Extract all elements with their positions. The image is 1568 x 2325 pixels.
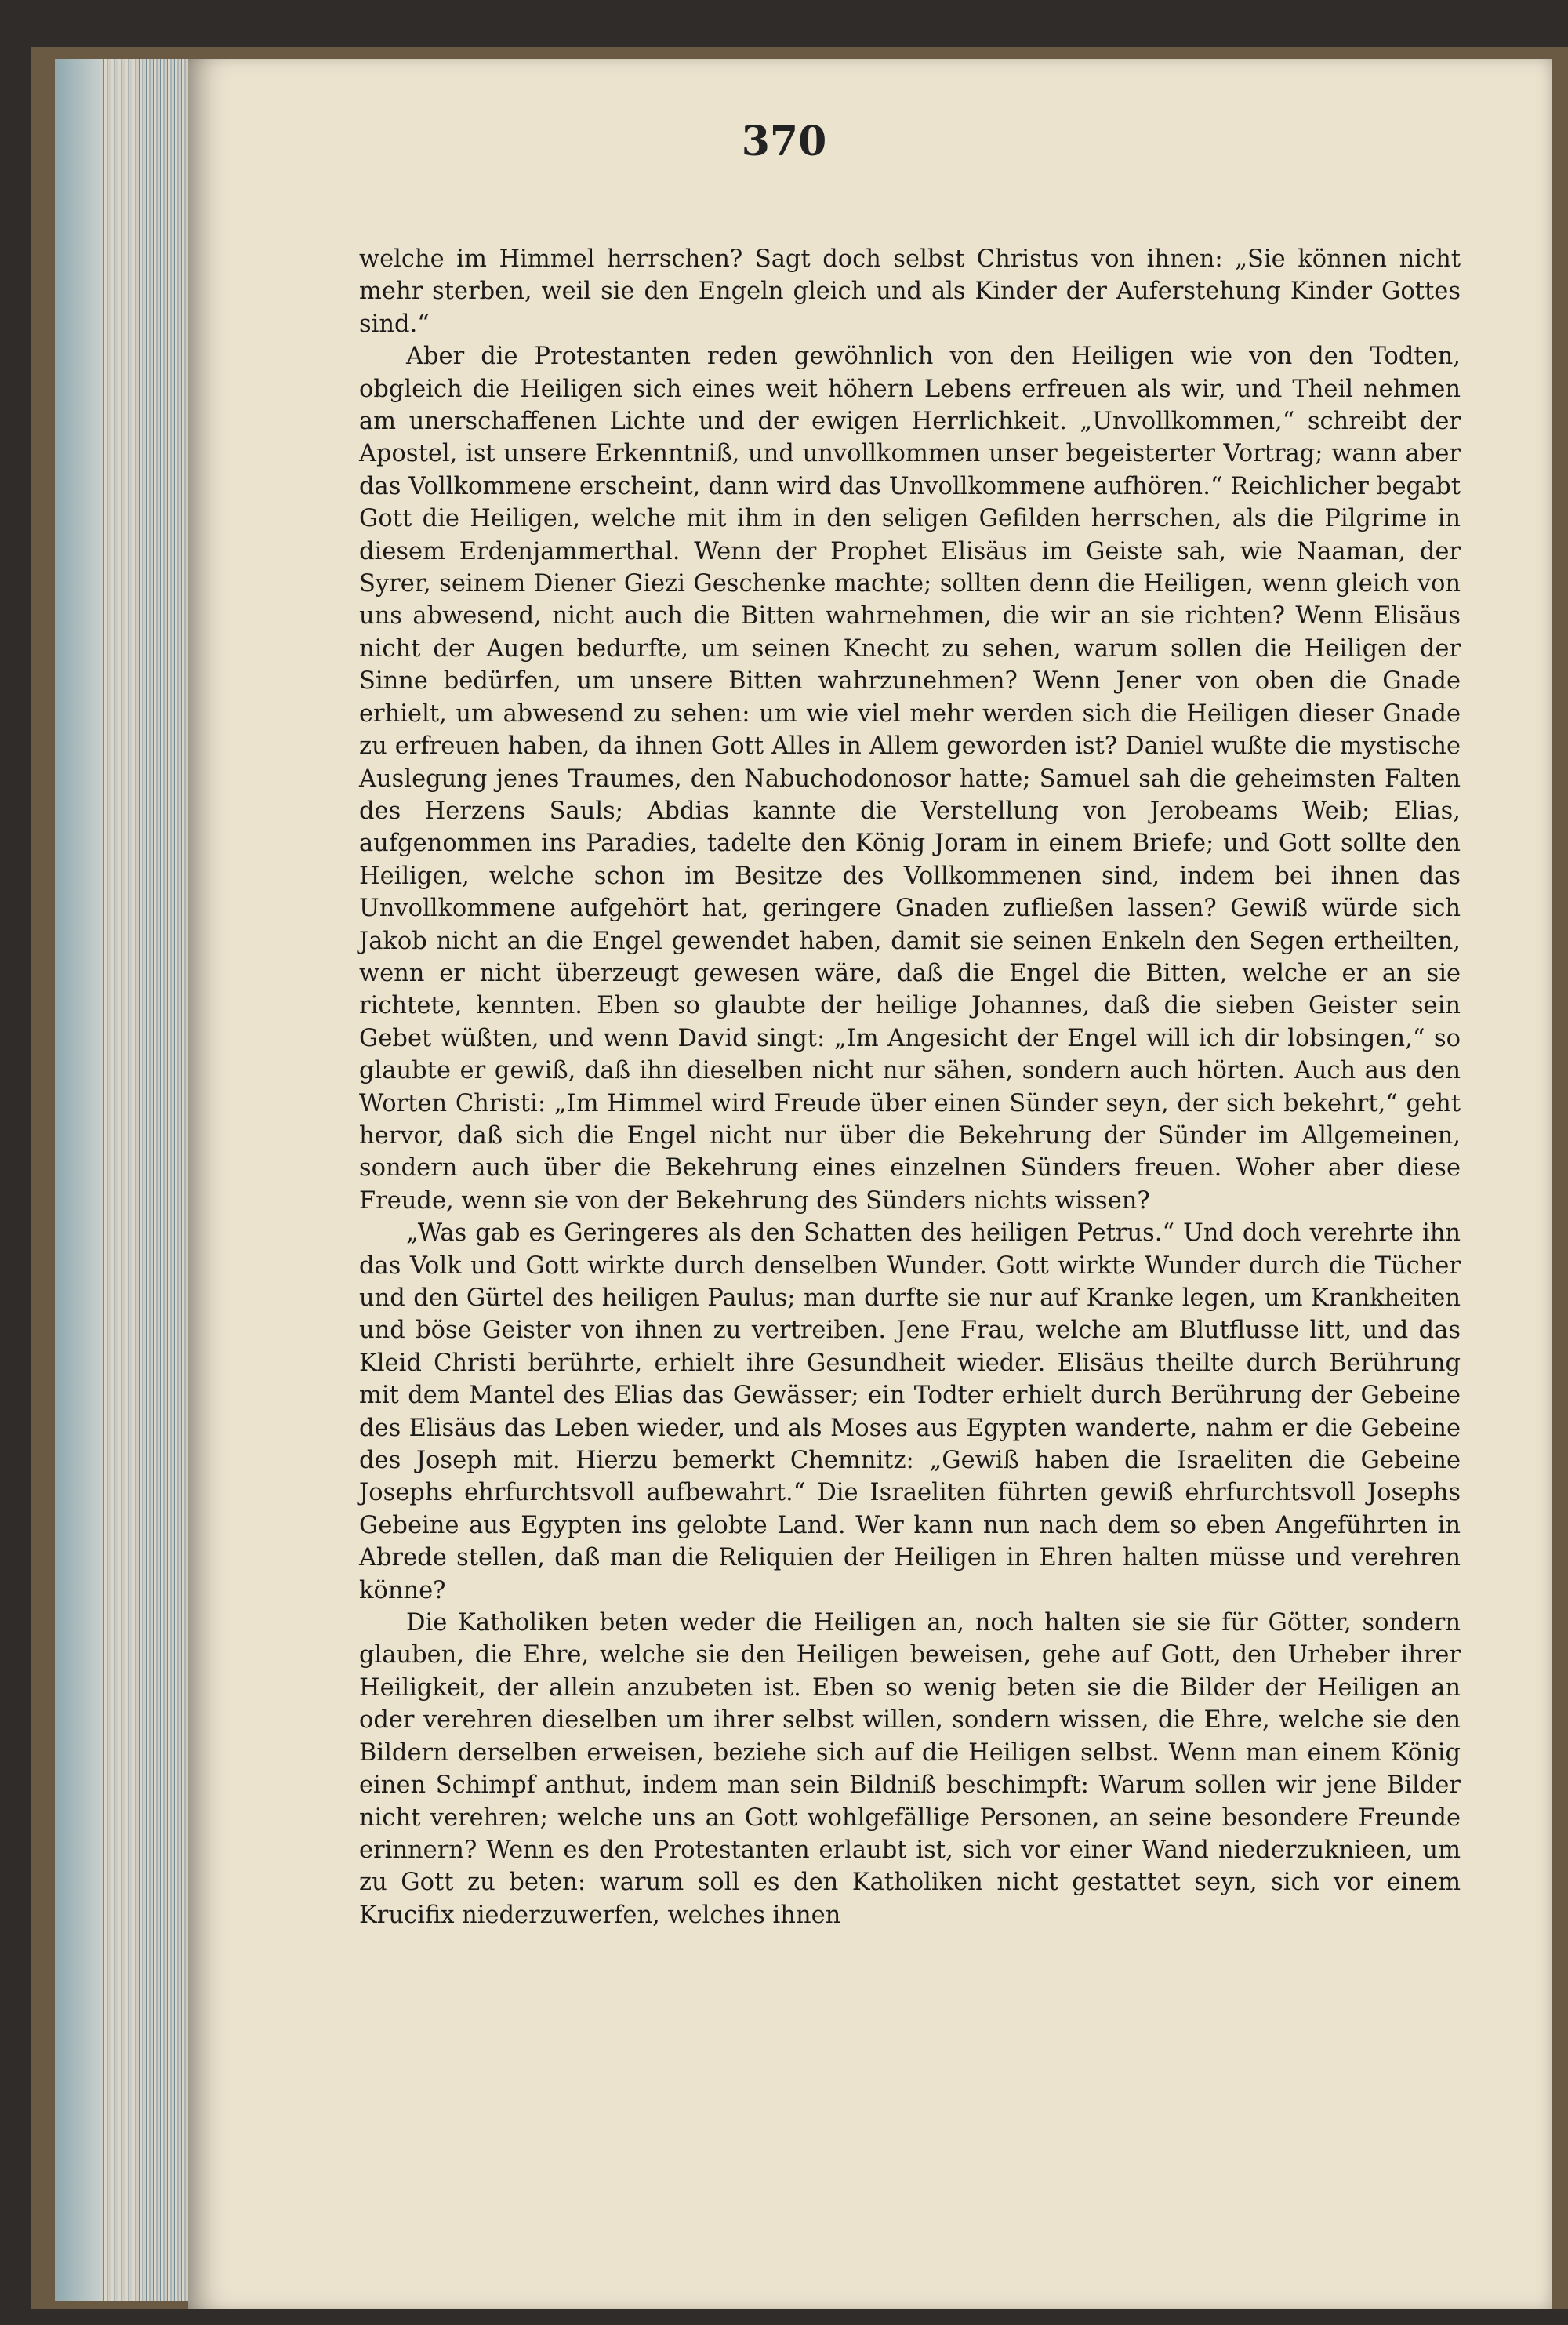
page-number: 370	[741, 118, 827, 165]
page-edges-shadow	[55, 59, 102, 2301]
paragraph-4: Die Katholiken beten weder die Heiligen an, noch halten sie sie für Götter, sondern glauben, die Ehre, welche sie den Heiligen beweisen, gehe auf Gott, den Urheber ihrer Heiligkeit, der allein anzubeten ist. Eben so wenig beten sie die Bilder der Heiligen an oder verehren dieselben um ihrer selbst willen, sondern wissen, die Ehre, welche sie den Bildern derselben erweisen, beziehe sich auf die Heiligen selbst. Wenn man einem König einen Schimpf anthut, indem man sein Bildniß beschimpft: Warum sollen wir jene Bilder nicht verehren; welche uns an Gott wohlgefällige Personen, an seine besondere Freunde erinnern? Wenn es den Protestanten erlaubt ist, sich vor einer Wand niederzuknieen, um zu Gott zu beten: warum soll es den Katholiken nicht gestattet seyn, sich vor einem Krucifix niederzuwerfen, welches ihnen	[359, 1609, 1461, 1929]
paragraph-2: Aber die Protestanten reden gewöhnlich von den Heiligen wie von den Todten, obgleich die Heiligen sich eines weit höhern Lebens erfreuen als wir, und Theil nehmen am unerschaffenen Lichte und der ewigen Herrlichkeit. „Unvollkommen,“ schreibt der Apostel, ist unsere Erkenntniß, und unvollkommen unser begeisterter Vortrag; wann aber das Vollkommene erscheint, dann wird das Unvollkommene aufhören.“ Reichlicher begabt Gott die Heiligen, welche mit ihm in den seligen Gefilden herrschen, als die Pilgrime in diesem Erdenjammerthal. Wenn der Prophet Elisäus im Geiste sah, wie Naaman, der Syrer, seinem Diener Giezi Geschenke machte; sollten denn die Heiligen, wenn gleich von uns abwesend, nicht auch die Bitten wahrnehmen, die wir an sie richten? Wenn Elisäus nicht der Augen bedurfte, um seinen Knecht zu sehen, warum sollen die Heiligen der Sinne bedürfen, um unsere Bitten wahrzunehmen? Wenn Jener von oben die Gnade erhielt, um abwesend zu sehen: um wie viel mehr werden sich die Heiligen dieser Gnade zu erfreuen haben, da ihnen Gott Alles in Allem geworden ist? Daniel wußte die mystische Auslegung jenes Traumes, den Nabuchodonosor hatte; Samuel sah die geheimsten Falten des Herzens Sauls; Abdias kannte die Verstellung von Jerobeams Weib; Elias, aufgenommen ins Paradies, tadelte den König Joram in einem Briefe; und Gott sollte den Heiligen, welche schon im Besitze des Vollkommenen sind, indem bei ihnen das Unvollkommene aufgehört hat, geringere Gnaden zufließen lassen? Gewiß würde sich Jakob nicht an die Engel gewendet haben, damit sie seinen Enkeln den Segen ertheilten, wenn er nicht überzeugt gewesen wäre, daß die Engel die Bitten, welche er an sie richtete, kennten. Eben so glaubte der heilige Johannes, daß die sieben Geister sein Gebet wüßten, und wenn David singt: „Im Angesicht der Engel will ich dir lobsingen,“ so glaubte er gewiß, daß ihn dieselben nicht nur sähen, sondern auch hörten. Auch aus den Worten Christi: „Im Himmel wird Freude über einen Sünder seyn, der sich bekehrt,“ geht hervor, daß sich die Engel nicht nur über die Bekehrung der Sünder im Allgemeinen, sondern auch über die Bekehrung eines einzelnen Sünders freuen. Woher aber diese Freude, wenn sie von der Bekehrung des Sünders nichts wissen?	[359, 343, 1461, 1215]
body-text	[359, 243, 1461, 1931]
paragraph-1: welche im Himmel herrschen? Sagt doch selbst Christus von ihnen: „Sie können nicht mehr sterben, weil sie den Engeln gleich und als Kinder der Auferstehung Kinder Gottes sind.“	[359, 245, 1461, 338]
paragraph-3: „Was gab es Geringeres als den Schatten des heiligen Petrus.“ Und doch verehrte ihn das Volk und Gott wirkte durch denselben Wunder. Gott wirkte Wunder durch die Tücher und den Gürtel des heiligen Paulus; man durfte sie nur auf Kranke legen, um Krankheiten und böse Geister von ihnen zu vertreiben. Jene Frau, welche am Blutflusse litt, und das Kleid Christi berührte, erhielt ihre Gesundheit wieder. Elisäus theilte durch Berührung mit dem Mantel des Elias das Gewässer; ein Todter erhielt durch Berührung der Gebeine des Elisäus das Leben wieder, und als Moses aus Egypten wanderte, nahm er die Gebeine des Joseph mit. Hierzu bemerkt Chemnitz: „Gewiß haben die Israeliten die Gebeine Josephs ehrfurchtsvoll aufbewahrt.“ Die Israeliten führten gewiß ehrfurchtsvoll Josephs Gebeine aus Egypten ins gelobte Land. Wer kann nun nach dem so eben Angeführten in Abrede stellen, daß man die Reliquien der Heiligen in Ehren halten müsse und verehren könne?	[359, 1219, 1461, 1604]
